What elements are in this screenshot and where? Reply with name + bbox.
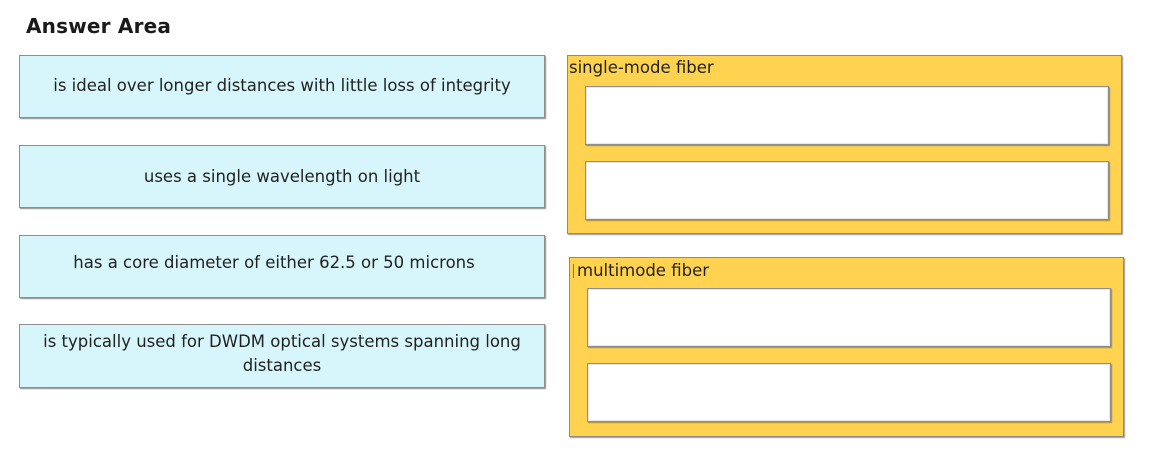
multimode-drop-slot-2[interactable]	[587, 363, 1111, 422]
multimode-fiber-label: multimode fiber	[577, 261, 710, 280]
single-mode-fiber-label: single-mode fiber	[569, 58, 714, 77]
drag-item-label: is typically used for DWDM optical systems spanning long distances	[43, 332, 521, 375]
drag-item-label: uses a single wavelength on light	[143, 166, 421, 186]
label-divider	[573, 264, 574, 278]
drag-item-core-diameter[interactable]	[19, 235, 545, 298]
drag-item-dwdm[interactable]	[19, 324, 545, 388]
answer-area-title: Answer Area	[26, 14, 172, 38]
single-mode-drop-slot-1[interactable]	[585, 86, 1109, 145]
drag-item-single-wavelength[interactable]	[19, 145, 545, 208]
multimode-drop-slot-1[interactable]	[587, 288, 1111, 347]
single-mode-drop-slot-2[interactable]	[585, 161, 1109, 220]
multimode-fiber-group	[569, 257, 1124, 437]
drag-item-long-distance[interactable]	[19, 55, 545, 118]
single-mode-fiber-group	[567, 55, 1122, 234]
drag-item-label: has a core diameter of either 62.5 or 50 microns	[73, 252, 475, 272]
drag-item-label: is ideal over longer distances with little loss of integrity	[53, 75, 511, 95]
